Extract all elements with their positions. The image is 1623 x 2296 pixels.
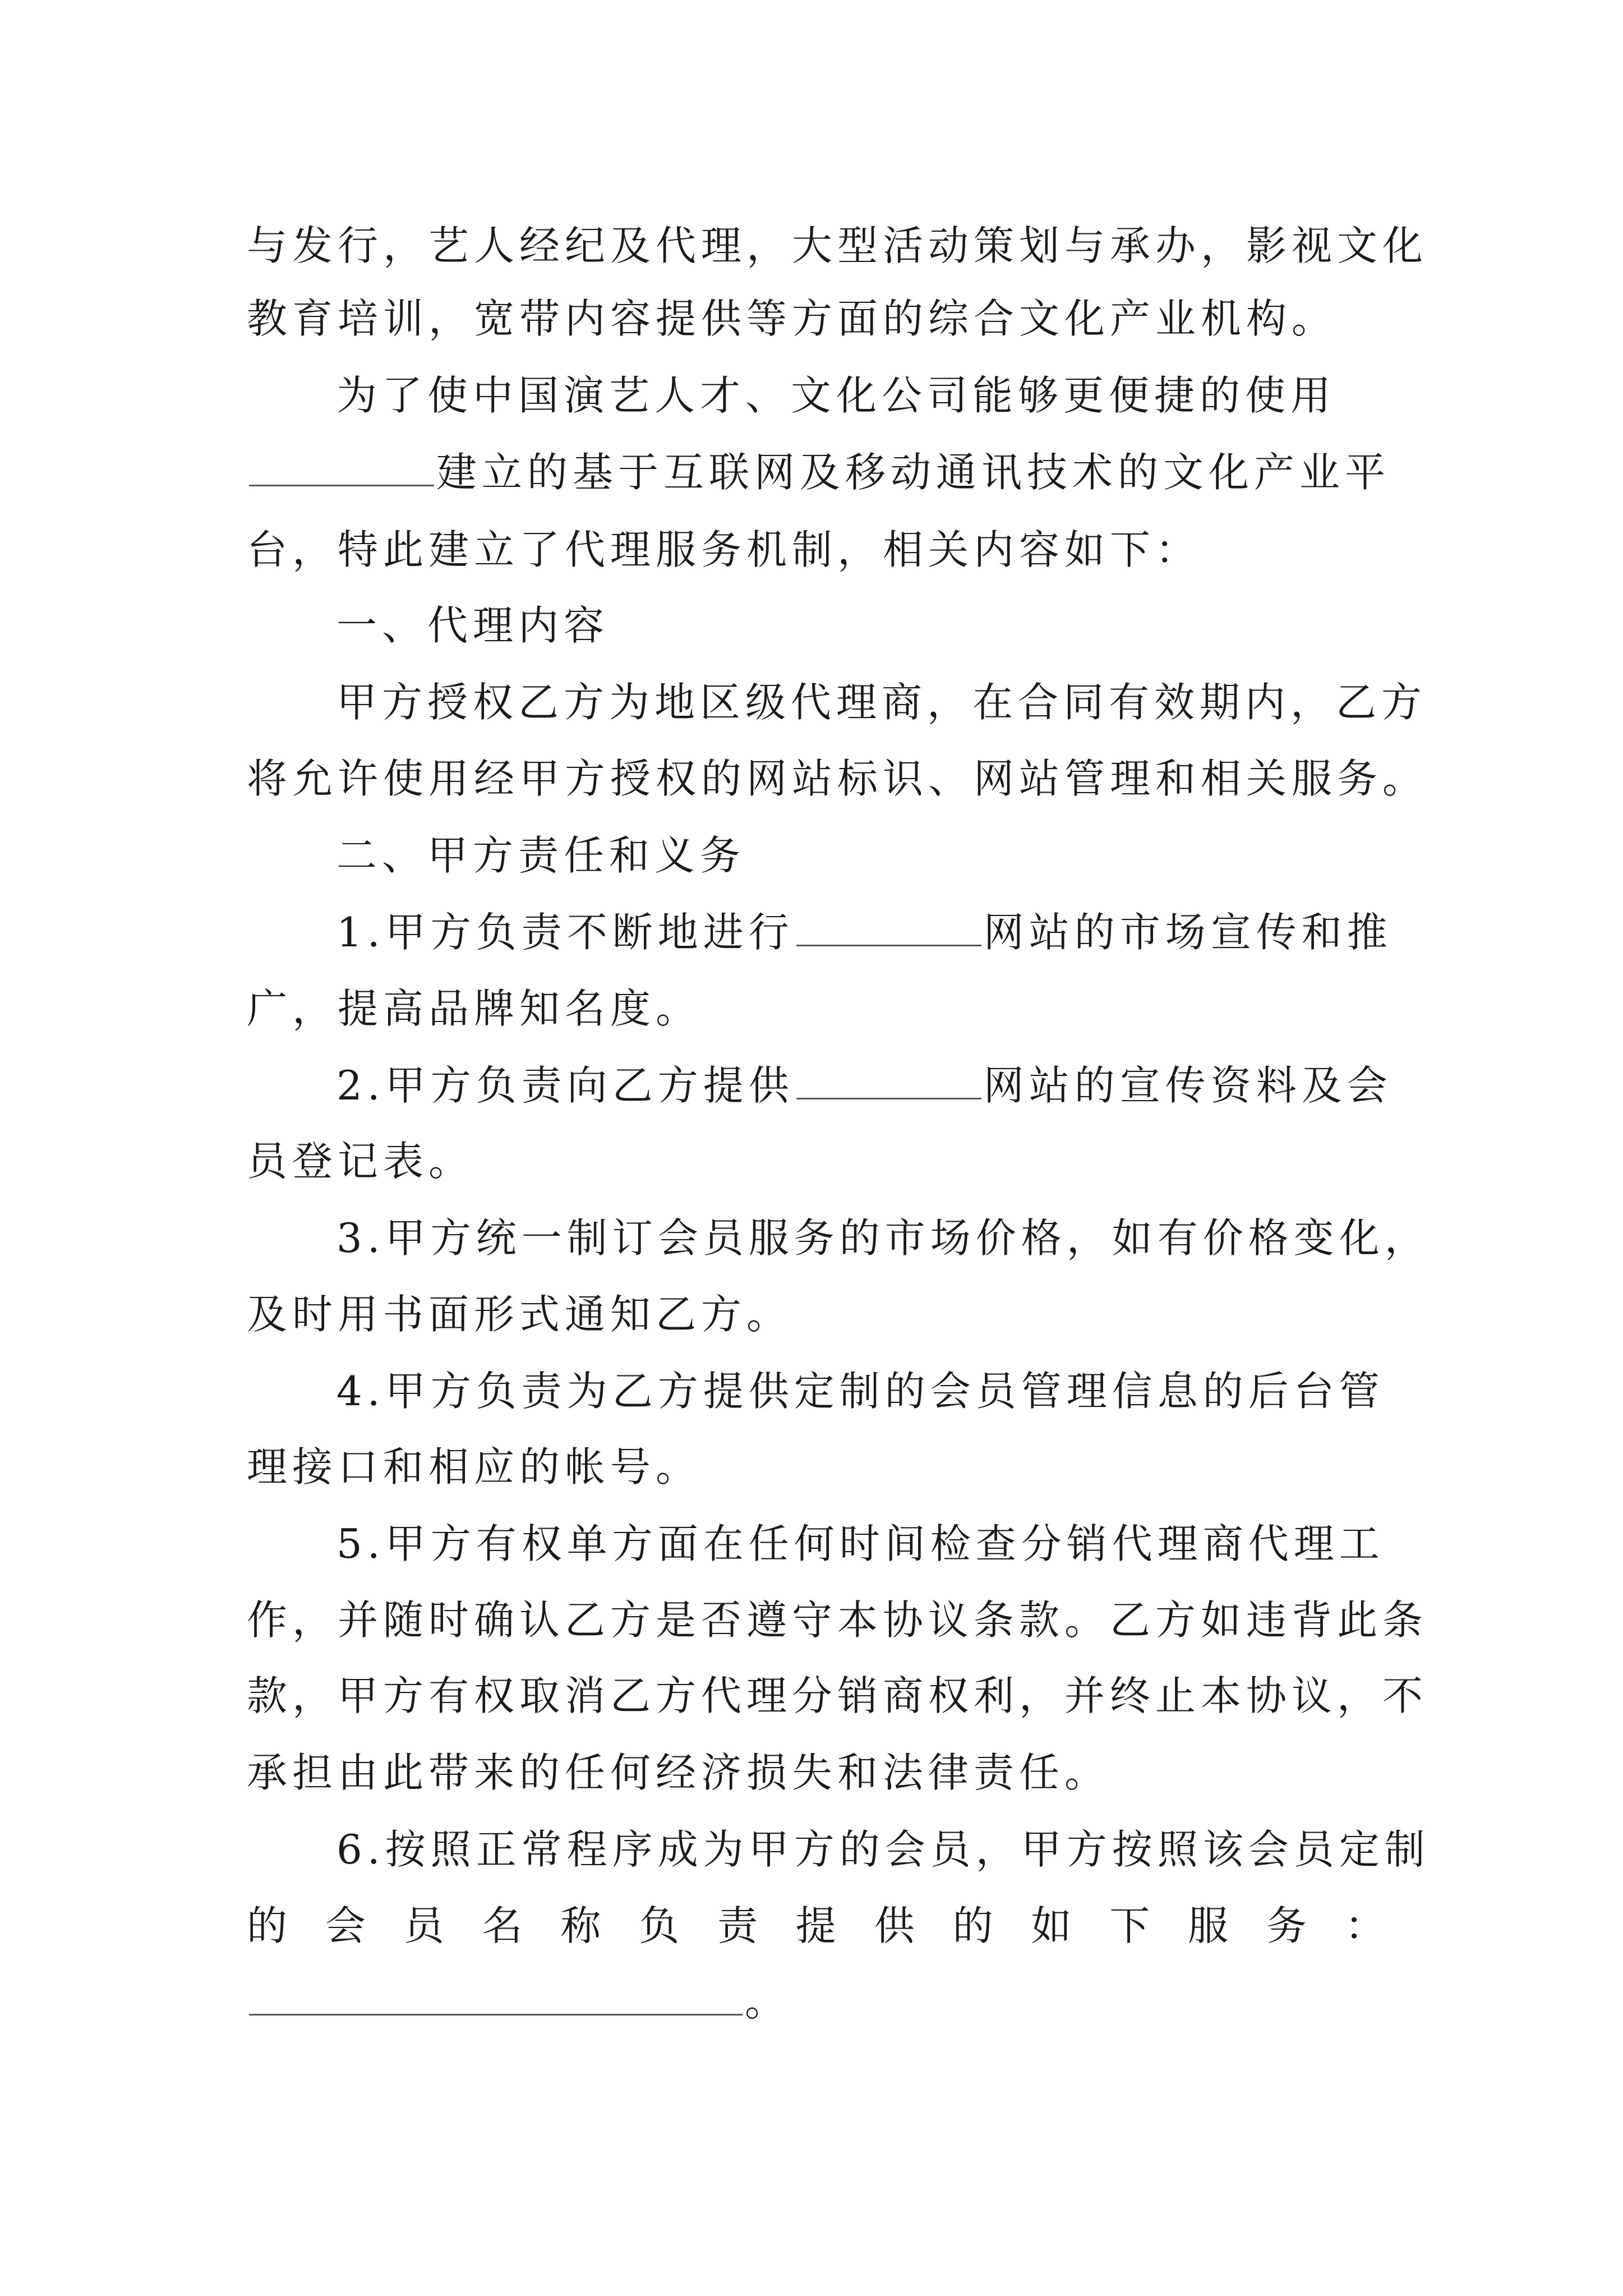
fill-in-blank xyxy=(249,445,434,486)
justified-line xyxy=(247,1898,1385,1954)
paragraph-line: 将允许使用经甲方授权的网站标识、网站管理和相关服务。 xyxy=(247,755,1428,802)
paragraph-line: 台，特此建立了代理服务机制，相关内容如下： xyxy=(247,526,1201,573)
paragraph-line: 承担由此带来的任何经济损失和法律责任。 xyxy=(247,1749,1110,1796)
paragraph-text: 1.甲方负责不断地进行 xyxy=(336,909,794,956)
fill-in-blank xyxy=(796,1059,981,1099)
paragraph-line: 与发行，艺人经纪及代理，大型活动策划与承办，影视文化 xyxy=(247,222,1428,269)
paragraph-line: 4.甲方负责为乙方提供定制的会员管理信息的后台管 xyxy=(336,1368,1385,1415)
paragraph-text: 网站的宣传资料及会 xyxy=(983,1062,1393,1109)
section-heading: 一、代理内容 xyxy=(336,602,610,649)
paragraph-line: 5.甲方有权单方面在任何时间检查分销代理商代理工 xyxy=(336,1520,1385,1567)
paragraph-line: 为了使中国演艺人才、文化公司能够更便捷的使用 xyxy=(336,372,1336,419)
glyph: 下 xyxy=(1109,1902,1150,1949)
glyph: 务 xyxy=(1266,1902,1307,1949)
paragraph-line: 广，提高品牌知名度。 xyxy=(247,985,702,1032)
glyph: 名 xyxy=(482,1902,523,1949)
glyph: 责 xyxy=(717,1902,758,1949)
paragraph-line xyxy=(336,904,1393,960)
glyph: 员 xyxy=(403,1902,444,1949)
paragraph-line xyxy=(247,444,1391,500)
glyph: ： xyxy=(1344,1902,1385,1949)
glyph: 服 xyxy=(1188,1902,1229,1949)
paragraph-line: 甲方授权乙方为地区级代理商，在合同有效期内，乙方 xyxy=(336,679,1427,726)
paragraph-text: 建立的基于互联网及移动通讯技术的文化产业平 xyxy=(436,449,1391,496)
paragraph-line: 款，甲方有权取消乙方代理分销商权利，并终止本协议，不 xyxy=(247,1672,1428,1719)
paragraph-line: 理接口和相应的帐号。 xyxy=(247,1443,702,1490)
glyph: 提 xyxy=(795,1902,836,1949)
fill-in-blank xyxy=(796,905,981,946)
glyph: 供 xyxy=(874,1902,915,1949)
glyph: 会 xyxy=(325,1902,366,1949)
paragraph-text: 2.甲方负责向乙方提供 xyxy=(336,1062,794,1109)
glyph: 的 xyxy=(952,1902,993,1949)
glyph: 负 xyxy=(639,1902,680,1949)
paragraph-text: 网站的市场宣传和推 xyxy=(983,909,1393,956)
section-heading: 二、甲方责任和义务 xyxy=(336,832,746,879)
paragraph-line xyxy=(336,1057,1393,1114)
paragraph-line: 作，并随时确认乙方是否遵守本协议条款。乙方如违背此条 xyxy=(247,1596,1428,1644)
paragraph-line: 3.甲方统一制订会员服务的市场价格，如有价格变化， xyxy=(336,1214,1430,1262)
paragraph-line: 教育培训，宽带内容提供等方面的综合文化产业机构。 xyxy=(247,295,1338,342)
glyph: 的 xyxy=(247,1902,288,1949)
glyph: 称 xyxy=(560,1902,601,1949)
paragraph-text: 。 xyxy=(745,1978,791,2025)
glyph: 如 xyxy=(1031,1902,1072,1949)
paragraph-line: 及时用书面形式通知乙方。 xyxy=(247,1291,792,1338)
fill-in-blank xyxy=(249,1975,743,2016)
paragraph-line: 员登记表。 xyxy=(247,1138,474,1185)
paragraph-line: 6.按照正常程序成为甲方的会员，甲方按照该会员定制 xyxy=(336,1826,1430,1873)
paragraph-line xyxy=(247,1973,1385,2030)
